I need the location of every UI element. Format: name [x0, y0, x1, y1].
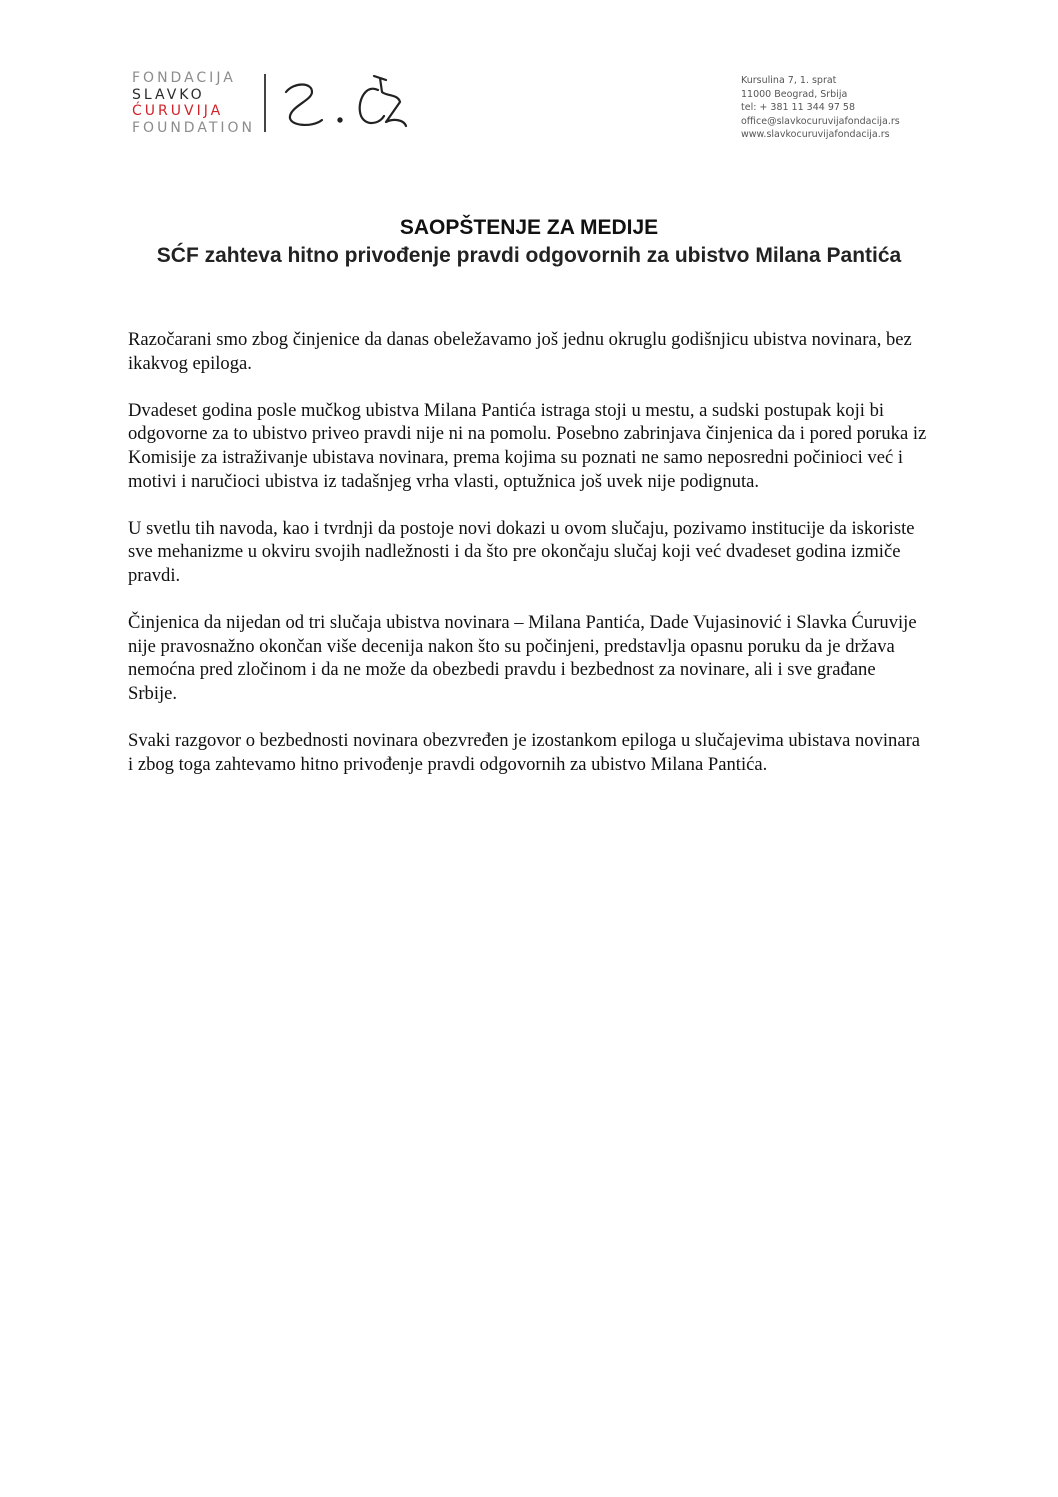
body-paragraph: Dvadeset godina posle mučkog ubistva Milana Pantića istraga stoji u mestu, a sudski postupak koji bi odgovorne za to ubistvo priveo pravdi nije ni na pomolu. Posebno zabrinjava činjenica da i pored poruka iz Komisije za istraživanje ubistava novinara, prema kojima su poznati ne samo neposredni počinioci već i motivi i naručioci ubistva iz tadašnjeg vrha vlasti, optužnica još uvek nije podignuta.: [128, 399, 927, 492]
foundation-logo: [132, 70, 432, 136]
body-paragraph: Svaki razgovor o bezbednosti novinara obezvređen je izostankom epiloga u slučajevima ubistava novinara i zbog toga zahtevamo hitno privođenje pravdi odgovornih za ubistvo Milana Pantića.: [128, 730, 921, 775]
document-body: [128, 328, 928, 800]
body-paragraph: U svetlu tih navoda, kao i tvrdnji da postoje novi dokazi u ovom slučaju, pozivamo institucije da iskoriste sve mehanizme u okviru svojih nadležnosti i da što pre okončaju slučaj koji već dvadeset godina izmiče pravdi.: [128, 517, 915, 586]
press-release-heading: [100, 214, 958, 270]
page-title: SAOPŠTENJE ZA MEDIJE: [399, 216, 659, 239]
signature-icon: [282, 70, 412, 136]
contact-website[interactable]: www.slavkocuruvijafondacija.rs: [741, 129, 890, 141]
contact-block: [741, 74, 900, 142]
page-subtitle: SĆF zahteva hitno privođenje pravdi odgovornih za ubistvo Milana Pantića: [156, 244, 902, 267]
contact-city: 11000 Beograd, Srbija: [741, 88, 848, 100]
contact-address: Kursulina 7, 1. sprat: [741, 75, 837, 86]
logo-line-fondacija: FONDACIJA: [132, 70, 236, 86]
logo-wordmark: [132, 70, 255, 136]
contact-email[interactable]: office@slavkocuruvijafondacija.rs: [741, 115, 900, 127]
logo-line-slavko: SLAVKO: [132, 86, 205, 103]
contact-phone: tel: + 381 11 344 97 58: [741, 102, 856, 114]
logo-divider: [264, 74, 266, 132]
body-paragraph: Činjenica da nijedan od tri slučaja ubistva novinara – Milana Pantića, Dade Vujasinović i Slavka Ćuruvije nije pravosnažno okončan više decenija nakon što su počinjeni, predstavlja opasnu poruku da je država nemoćna pred zločinom i da ne može da obezbedi pravdu i bezbednost za novinare, ali i sve građane Srbije.: [128, 612, 917, 704]
body-paragraph: Razočarani smo zbog činjenice da danas obeležavamo još jednu okruglu godišnjicu ubistva novinara, bez ikakvog epiloga.: [128, 329, 912, 374]
logo-line-curuvija: ĆURUVIJA: [132, 103, 224, 119]
logo-line-foundation: FOUNDATION: [132, 119, 255, 136]
